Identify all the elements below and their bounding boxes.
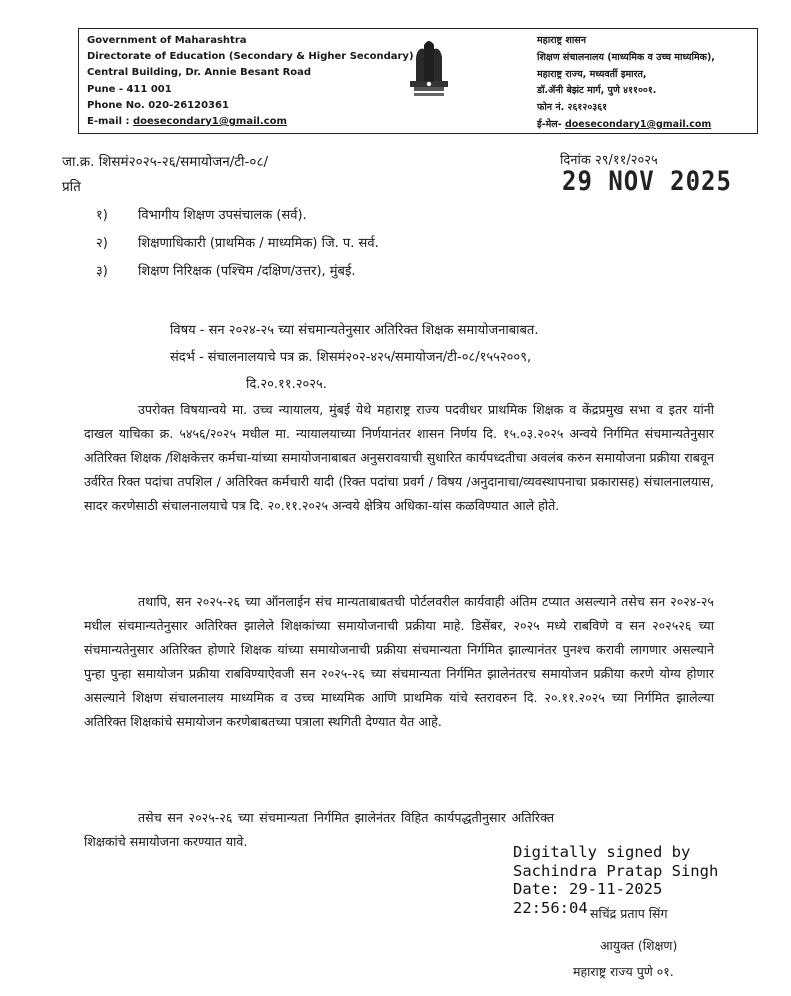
letterhead-marathi [537,33,715,134]
body-paragraph-2: तथापि, सन २०२५-२६ च्या ऑनलाईन संच मान्यताबाबतची पोर्टलवरील कार्यवाही अंतिम टप्यात असल्याने तसेच सन २०२४-२५ मधील संचमान्यतेनुसार अतिरिक्त झालेले शिक्षकांच्या समायोजनाची प्रक्रीया माहे. डिसेंबर, २०२५ मध्ये राबविणे व सन २०२५२६ च्या संचमान्यतेनुसार अतिरिक्त होणारे शिक्षक यांच्या समायोजनाची प्रक्रीया संचमान्यता निर्गमित झाल्यानंतर पुनश्च करावी लागणार असल्याने पुन्हा पुन्हा समायोजन प्रक्रीया राबविण्याऐवजी सन २०२५-२६ च्या संचमान्यता निर्गमित झालेनंतरच समायोजन प्रक्रीया करणे योग्य होणार असल्याने शिक्षण संचालनालय माध्यमिक व उच्च माध्यमिक आणि प्राथमिक यांचे स्तरावरुन दि. २०.११.२०२५ च्या निर्गमित झालेल्या अतिरिक्त शिक्षकांचे समायोजन करणेबाबतच्या पत्राला स्थगिती देण्यात येत आहे. [84,594,715,730]
recipient-item [96,233,379,261]
lh-mr-line1: महाराष्ट्र शासन [537,35,587,46]
recipient-text: शिक्षणाधिकारी (प्राथमिक / माध्यमिक) जि. प. सर्व. [138,236,379,251]
state-emblem-icon [404,33,454,103]
letterhead-english [87,33,414,130]
lh-mr-email-label: ई-मेल- [537,118,565,130]
digital-sig-line4: 22:56:04 [513,898,588,917]
lh-en-email-label: E-mail : [87,116,133,128]
lh-mr-email-link[interactable]: doesecondary1@gmail.com [564,118,712,130]
reference-line: संदर्भ - संचालनालयाचे पत्र क्र. शिसमं२०२-४२५/समायोजन/टी-०८/१५५२००९, [170,350,532,365]
lh-en-email-link[interactable]: doesecondary1@gmail.com [132,116,287,128]
recipient-item [96,261,379,289]
digital-sig-line1: Digitally signed by [513,843,691,861]
signatory-place: महाराष्ट्र राज्य पुणे ०१. [573,964,674,979]
signatory-name: सचिंद्र प्रताप सिंग [590,906,668,921]
reference-date: दि.२०.११.२०२५. [246,377,327,392]
reference-number: जा.क्र. शिसमं२०२५-२६/समायोजन/टी-०८/ [62,154,269,170]
lh-en-email-row [87,114,414,130]
lh-mr-line4: डॉ.ॲनी बेझंट मार्ग, पुणे ४११००१. [537,85,657,97]
letter-date: दिनांक २९/११/२०२५ [560,153,658,168]
body-paragraph-1: उपरोक्त विषयान्वये मा. उच्च न्यायालय, मुंबई येथे महाराष्ट्र राज्य पदवीधर प्राथमिक शिक्षक व केंद्रप्रमुख सभा व इतर यांनी दाखल याचिका क्र. ५४५६/२०२५ मधील मा. न्यायालयाच्या निर्णयानंतर शासन निर्णय दि. १५.०३.२०२५ अन्वये निर्गमित संचमान्यतेनुसार अतिरिक्त शिक्षक /शिक्षकेत्तर कर्मचा-यांच्या समायोजनाबाबत अनुसरावयाची सुधारित कार्यपध्दतीचा अवलंब करुन समायोजना प्रक्रीया राबवून उर्वरित रिक्त पदांचा तपशिल / अतिरिक्त कर्मचारी यादी (रिक्त पदांचा प्रवर्ग / विषय /अनुदानाचा/व्यवस्थापनाचा प्रकारासह) संचालनालयास, सादर करणेसाठी संचालनालयाचे पत्र दि. २०.११.२०२५ अन्वये क्षेत्रिय अधिका-यांस कळविण्यात आले होते. [84,402,714,514]
lh-mr-line2: शिक्षण संचालनालय (माध्यमिक व उच्च माध्यमिक), [537,51,715,63]
signatory-title: आयुक्त (शिक्षण) [600,938,678,953]
recipient-list [96,205,379,289]
recipient-number: २) [96,236,108,251]
letterhead [78,28,758,134]
digital-sig-line2: Sachindra Pratap Singh [513,861,719,880]
recipient-text: शिक्षण निरिक्षक (पश्चिम /दक्षिण/उत्तर), मुंबई. [138,264,356,279]
lh-mr-email-row [537,117,715,134]
recipient-number: १) [96,208,108,223]
recipient-text: विभागीय शिक्षण उपसंचालक (सर्व). [138,208,307,223]
date-stamp: 29 NOV 2025 [562,165,732,197]
lh-mr-line5: फोन नं. २६१२०३६१ [537,102,608,114]
lh-en-line2: Directorate of Education (Secondary & Higher Secondary) [87,51,414,63]
lh-mr-line3: महाराष्ट्र राज्य, मध्यवर्ती इमारत, [537,68,647,80]
digital-sig-line3: Date: 29-11-2025 [513,880,663,898]
recipient-item [96,205,379,233]
lh-en-line4: Pune - 411 001 [87,83,172,95]
lh-en-line1: Government of Maharashtra [87,35,247,46]
lh-en-line5: Phone No. 020-26120361 [87,99,229,111]
body-paragraph-3: तसेच सन २०२५-२६ च्या संचमान्यता निर्गमित झालेनंतर विहित कार्यपद्धतीनुसार अतिरिक्त शिक्षकांचे समायोजना करण्यात यावे. [84,810,554,850]
lh-en-line3: Central Building, Dr. Annie Besant Road [87,67,312,79]
prati-label: प्रति [62,179,81,195]
recipient-number: ३) [96,264,108,279]
subject-line: विषय - सन २०२४-२५ च्या संचमान्यतेनुसार अतिरिक्त शिक्षक समायोजनाबाबत. [170,323,539,338]
